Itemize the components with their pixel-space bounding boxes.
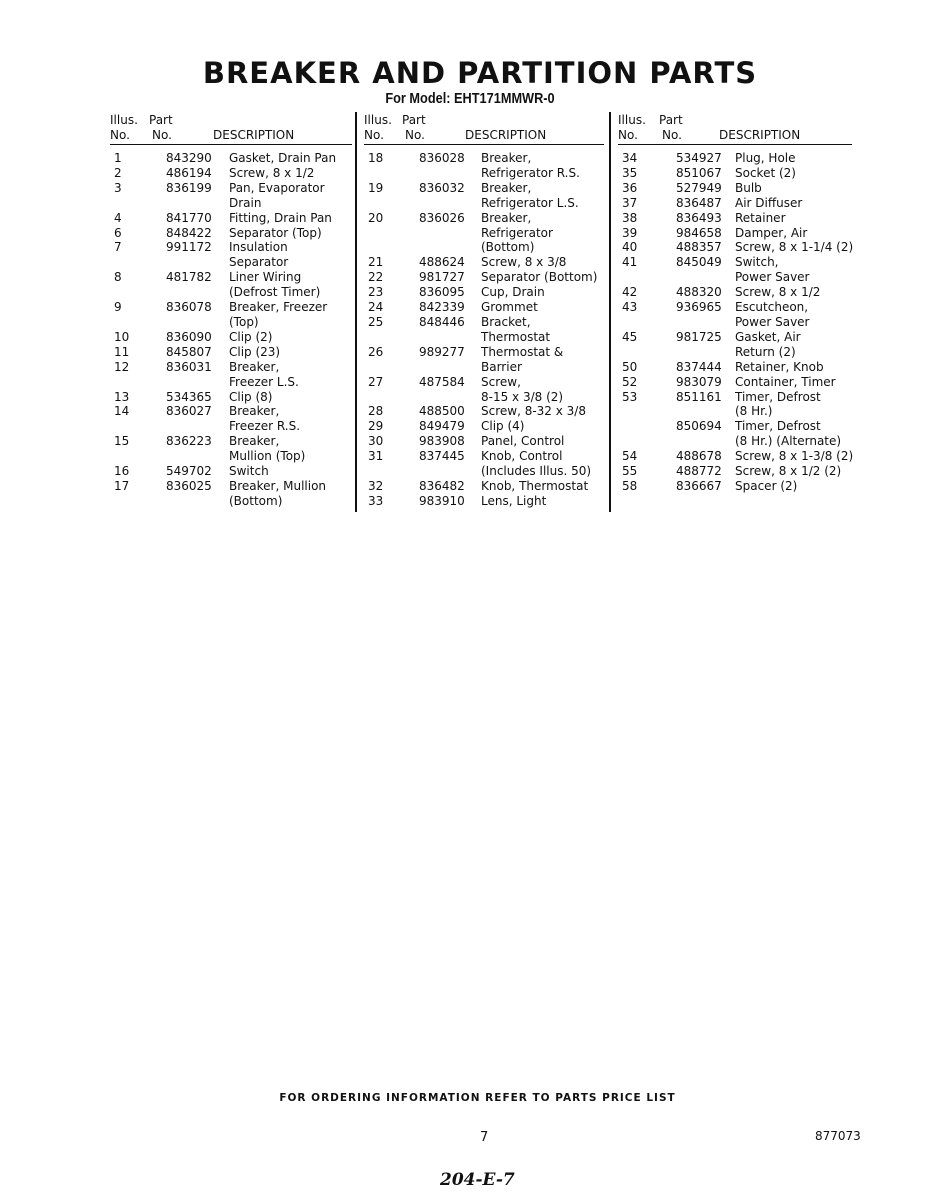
part-description: Container, Timer: [735, 374, 836, 389]
illus-header: Illus.: [364, 113, 392, 127]
part-description: Bracket,: [481, 314, 531, 329]
part-number: 486194: [166, 165, 212, 180]
description-header: DESCRIPTION: [465, 128, 547, 142]
illus-number: 1: [114, 151, 122, 165]
part-description: Fitting, Drain Pan: [229, 210, 332, 225]
part-number: 936965: [676, 300, 722, 315]
part-number: 487584: [419, 374, 465, 389]
part-row: [618, 181, 852, 196]
part-number: 488500: [419, 404, 465, 419]
part-description: Knob, Thermostat: [481, 478, 589, 493]
illus-number: 15: [114, 434, 130, 449]
part-number: 481782: [166, 270, 212, 285]
part-number: 488624: [419, 255, 465, 270]
part-row: [364, 375, 604, 405]
part-row: [364, 211, 604, 256]
part-description: Insulation: [229, 240, 288, 255]
parts-column-2: [364, 113, 604, 509]
illus-number: 35: [622, 165, 638, 180]
part-description: Retainer: [735, 210, 786, 225]
part-row: [618, 300, 852, 330]
part-description: Breaker,: [481, 180, 532, 195]
part-number: 836095: [419, 285, 465, 300]
part-description: Bulb: [735, 180, 762, 195]
part-description: (Bottom): [229, 493, 283, 508]
part-row: [110, 479, 352, 509]
illus-number: 27: [368, 374, 384, 389]
illus-number: 26: [368, 344, 384, 359]
illus-number: 18: [368, 151, 384, 165]
part-description: Freezer R.S.: [229, 419, 301, 434]
part-description: Grommet: [481, 300, 538, 315]
part-description: (Defrost Timer): [229, 285, 321, 300]
part-row: [364, 479, 604, 494]
part-row: [364, 255, 604, 270]
part-description: Thermostat &: [481, 344, 564, 359]
part-row: [110, 404, 352, 434]
part-row: [364, 315, 604, 345]
part-description: Screw, 8 x 1-1/4 (2): [735, 240, 854, 255]
part-description: 8-15 x 3/8 (2): [481, 389, 564, 404]
part-number: 837444: [676, 359, 722, 374]
part-row: [618, 151, 852, 166]
part-number: 836031: [166, 359, 212, 374]
part-row: [364, 494, 604, 509]
illus-number: 2: [114, 165, 122, 180]
illus-number: 22: [368, 270, 384, 285]
part-row: [618, 419, 852, 449]
part-number: 488772: [676, 464, 722, 479]
part-description: Liner Wiring: [229, 270, 302, 285]
part-number: 991172: [166, 240, 212, 255]
part-description: Air Diffuser: [735, 195, 803, 210]
part-description: Separator: [229, 255, 289, 270]
illus-no-header: No.: [110, 128, 130, 142]
part-number: 488678: [676, 449, 722, 464]
part-description: Breaker,: [229, 359, 280, 374]
illus-number: 34: [622, 151, 638, 165]
illus-number: 24: [368, 300, 384, 315]
part-row: [110, 330, 352, 345]
part-number: 836028: [419, 151, 465, 165]
illus-number: 45: [622, 329, 638, 344]
part-description: Cup, Drain: [481, 285, 545, 300]
part-number: 836487: [676, 195, 722, 210]
illus-header: Illus.: [618, 113, 646, 127]
part-description: (8 Hr.) (Alternate): [735, 434, 842, 449]
illus-number: 32: [368, 478, 384, 493]
part-description: Drain: [229, 195, 262, 210]
part-description: Escutcheon,: [735, 300, 809, 315]
illus-number: 6: [114, 225, 122, 240]
part-number: 836482: [419, 478, 465, 493]
part-number: 836493: [676, 210, 722, 225]
part-number: 983910: [419, 493, 465, 508]
part-description: Damper, Air: [735, 225, 808, 240]
part-description: Thermostat: [481, 329, 551, 344]
column-divider: [609, 112, 611, 512]
part-description: Spacer (2): [735, 478, 798, 493]
part-number: 983079: [676, 374, 722, 389]
description-header: DESCRIPTION: [719, 128, 801, 142]
part-description: Clip (23): [229, 344, 281, 359]
part-row: [618, 211, 852, 226]
part-row: [618, 196, 852, 211]
part-row: [364, 345, 604, 375]
illus-no-header: No.: [618, 128, 638, 142]
part-number: 851161: [676, 389, 722, 404]
part-row: [364, 285, 604, 300]
illus-number: 31: [368, 449, 384, 464]
part-description: Screw, 8 x 1/2 (2): [735, 464, 842, 479]
illus-number: 36: [622, 180, 638, 195]
part-row: [110, 166, 352, 181]
part-description: Screw, 8 x 1/2: [735, 285, 821, 300]
part-row: [618, 375, 852, 390]
illus-number: 9: [114, 300, 122, 315]
illus-header: Illus.: [110, 113, 138, 127]
model-subtitle: For Model: EHT171MMWR-0: [385, 90, 555, 107]
parts-column-3: [618, 113, 852, 494]
part-description: Panel, Control: [481, 434, 565, 449]
part-description: Separator (Top): [229, 225, 322, 240]
part-description: Breaker, Mullion: [229, 478, 327, 493]
part-description: Clip (2): [229, 329, 273, 344]
part-description: Power Saver: [735, 314, 810, 329]
part-number: 845049: [676, 255, 722, 270]
illus-number: 42: [622, 285, 638, 300]
illus-number: 12: [114, 359, 130, 374]
part-description: Screw,: [481, 374, 521, 389]
part-row: [364, 404, 604, 419]
handwritten-note: 204-E-7: [440, 1170, 515, 1190]
part-description: Separator (Bottom): [481, 270, 598, 285]
part-description: Lens, Light: [481, 493, 547, 508]
parts-column-1: [110, 113, 352, 509]
part-description: Screw, 8 x 1-3/8 (2): [735, 449, 854, 464]
part-number: 989277: [419, 344, 465, 359]
part-number: 836027: [166, 404, 212, 419]
illus-number: 14: [114, 404, 130, 419]
part-number: 851067: [676, 165, 722, 180]
part-description: Mullion (Top): [229, 449, 306, 464]
part-row: [110, 390, 352, 405]
illus-number: 50: [622, 359, 638, 374]
part-number: 836032: [419, 180, 465, 195]
illus-number: 55: [622, 464, 638, 479]
part-row: [110, 345, 352, 360]
part-number: 488357: [676, 240, 722, 255]
part-row: [364, 270, 604, 285]
part-row: [110, 211, 352, 226]
part-row: [364, 419, 604, 434]
part-description: Freezer L.S.: [229, 374, 299, 389]
illus-number: 30: [368, 434, 384, 449]
part-row: [618, 479, 852, 494]
part-number: 836223: [166, 434, 212, 449]
illus-number: 13: [114, 389, 130, 404]
part-number: 534365: [166, 389, 212, 404]
part-no-header: No.: [662, 128, 682, 142]
part-description: Screw, 8 x 1/2: [229, 165, 315, 180]
part-header: Part: [402, 113, 426, 127]
part-description: Refrigerator L.S.: [481, 195, 579, 210]
part-header: Part: [149, 113, 173, 127]
illus-number: 39: [622, 225, 638, 240]
part-no-header: No.: [405, 128, 425, 142]
part-row: [364, 434, 604, 449]
part-number: 549702: [166, 464, 212, 479]
part-description: (Top): [229, 314, 259, 329]
part-row: [110, 240, 352, 270]
part-number: 836090: [166, 329, 212, 344]
ordering-note: FOR ORDERING INFORMATION REFER TO PARTS PRICE LIST: [279, 1092, 676, 1104]
part-number: 534927: [676, 151, 722, 165]
part-description: Gasket, Air: [735, 329, 801, 344]
illus-no-header: No.: [364, 128, 384, 142]
illus-number: 58: [622, 478, 638, 493]
part-description: Plug, Hole: [735, 151, 796, 165]
illus-number: 33: [368, 493, 384, 508]
part-row: [110, 464, 352, 479]
part-number: 488320: [676, 285, 722, 300]
part-row: [364, 300, 604, 315]
part-row: [618, 255, 852, 285]
illus-number: 43: [622, 300, 638, 315]
part-number: 842339: [419, 300, 465, 315]
part-description: Pan, Evaporator: [229, 180, 325, 195]
part-number: 984658: [676, 225, 722, 240]
illus-number: 16: [114, 464, 130, 479]
part-row: [618, 390, 852, 420]
part-row: [618, 464, 852, 479]
part-number: 841770: [166, 210, 212, 225]
page-number: 7: [480, 1130, 489, 1145]
illus-number: 29: [368, 419, 384, 434]
part-number: 527949: [676, 180, 722, 195]
part-description: Power Saver: [735, 270, 810, 285]
illus-number: 28: [368, 404, 384, 419]
illus-number: 41: [622, 255, 638, 270]
page-title: BREAKER AND PARTITION PARTS: [202, 56, 758, 90]
illus-number: 52: [622, 374, 638, 389]
part-row: [364, 151, 604, 181]
part-number: 843290: [166, 151, 212, 165]
part-description: Refrigerator: [481, 225, 553, 240]
column-divider: [355, 112, 357, 512]
part-number: 848446: [419, 314, 465, 329]
illus-number: 53: [622, 389, 638, 404]
part-row: [110, 300, 352, 330]
illus-number: 3: [114, 180, 122, 195]
part-row: [110, 360, 352, 390]
part-number: 836667: [676, 478, 722, 493]
description-header: DESCRIPTION: [213, 128, 295, 142]
part-description: Switch,: [735, 255, 779, 270]
illus-number: 4: [114, 210, 122, 225]
part-description: Knob, Control: [481, 449, 563, 464]
illus-number: 20: [368, 210, 384, 225]
part-description: (Includes Illus. 50): [481, 464, 592, 479]
part-row: [364, 449, 604, 479]
part-description: Socket (2): [735, 165, 796, 180]
part-description: (Bottom): [481, 240, 535, 255]
part-number: 836199: [166, 180, 212, 195]
illus-number: 38: [622, 210, 638, 225]
illus-number: 11: [114, 344, 130, 359]
part-number: 836026: [419, 210, 465, 225]
part-row: [618, 240, 852, 255]
illus-number: 8: [114, 270, 122, 285]
part-row: [110, 226, 352, 241]
part-description: Breaker,: [229, 404, 280, 419]
illus-number: 25: [368, 314, 384, 329]
part-description: Breaker,: [481, 151, 532, 165]
document-number: 877073: [815, 1129, 861, 1143]
part-row: [618, 330, 852, 360]
part-description: (8 Hr.): [735, 404, 773, 419]
part-row: [618, 285, 852, 300]
part-description: Retainer, Knob: [735, 359, 824, 374]
part-number: 983908: [419, 434, 465, 449]
part-number: 837445: [419, 449, 465, 464]
part-number: 981727: [419, 270, 465, 285]
part-description: Screw, 8-32 x 3/8: [481, 404, 586, 419]
illus-number: 40: [622, 240, 638, 255]
part-number: 850694: [676, 419, 722, 434]
part-description: Breaker, Freezer: [229, 300, 328, 315]
illus-number: 17: [114, 478, 130, 493]
illus-number: 21: [368, 255, 384, 270]
part-description: Breaker,: [481, 210, 532, 225]
part-row: [618, 449, 852, 464]
illus-number: 54: [622, 449, 638, 464]
part-description: Return (2): [735, 344, 796, 359]
part-row: [618, 226, 852, 241]
part-description: Screw, 8 x 3/8: [481, 255, 567, 270]
part-description: Gasket, Drain Pan: [229, 151, 337, 165]
part-row: [110, 270, 352, 300]
part-number: 836078: [166, 300, 212, 315]
part-description: Clip (8): [229, 389, 273, 404]
part-description: Switch: [229, 464, 269, 479]
part-number: 845807: [166, 344, 212, 359]
illus-number: 37: [622, 195, 638, 210]
illus-number: 19: [368, 180, 384, 195]
part-description: Timer, Defrost: [735, 389, 821, 404]
part-no-header: No.: [152, 128, 172, 142]
part-row: [110, 434, 352, 464]
part-description: Barrier: [481, 359, 522, 374]
part-description: Clip (4): [481, 419, 525, 434]
illus-number: 23: [368, 285, 384, 300]
part-number: 849479: [419, 419, 465, 434]
part-row: [618, 166, 852, 181]
part-description: Breaker,: [229, 434, 280, 449]
part-description: Timer, Defrost: [735, 419, 821, 434]
part-row: [364, 181, 604, 211]
part-number: 981725: [676, 329, 722, 344]
illus-number: 7: [114, 240, 122, 255]
part-row: [110, 151, 352, 166]
part-number: 848422: [166, 225, 212, 240]
part-description: Refrigerator R.S.: [481, 165, 580, 180]
part-row: [618, 360, 852, 375]
illus-number: 10: [114, 329, 130, 344]
part-header: Part: [659, 113, 683, 127]
part-number: 836025: [166, 478, 212, 493]
part-row: [110, 181, 352, 211]
